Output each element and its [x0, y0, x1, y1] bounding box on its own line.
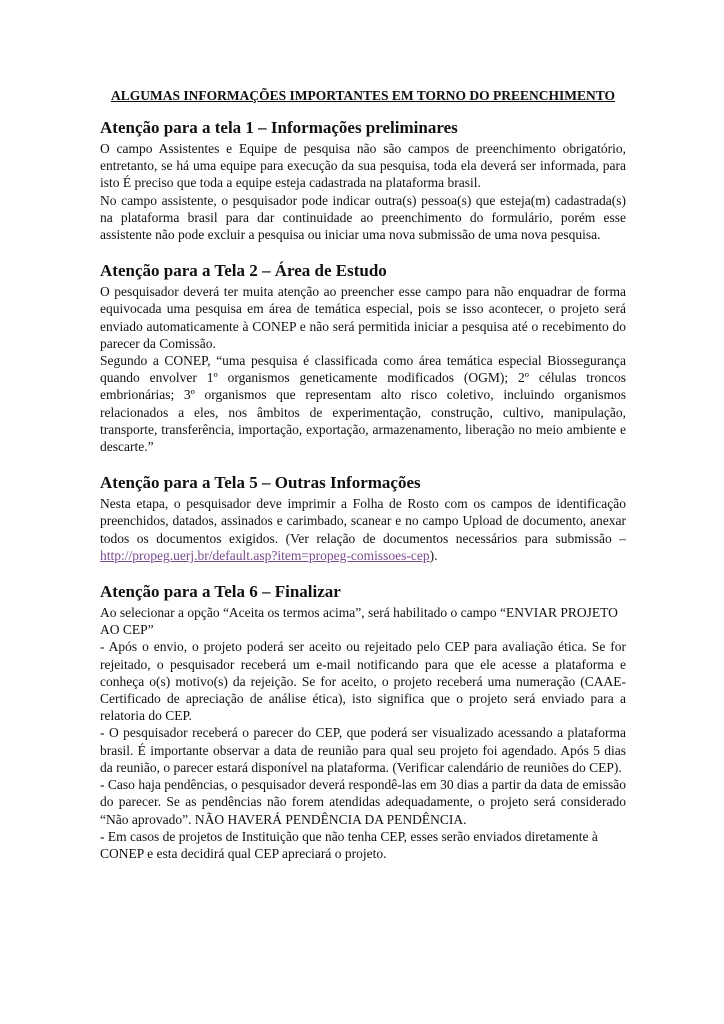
paragraph: - Caso haja pendências, o pesquisador deverá respondê-las em 30 dias a partir da data de emissão do parecer. Se as pendências não forem atendidas adequadamente, o projeto será considerado “Não aprovado”. NÃO HAVERÁ PENDÊNCIA DA PENDÊNCIA.: [100, 777, 626, 827]
paragraph: O pesquisador deverá ter muita atenção ao preencher esse campo para não enquadrar de forma equivocada uma pesquisa em área de temática especial, pois se isso acontecer, o projeto será enviado automaticamente à CONEP e não será permitida iniciar a pesquisa até o recebimento do parecer da Comissão.: [100, 284, 626, 351]
paragraph: Ao selecionar a opção “Aceita os termos acima”, será habilitado o campo “ENVIAR PROJETO AO CEP”: [100, 605, 618, 638]
section-heading: Atenção para a tela 1 – Informações preliminares: [100, 118, 458, 137]
section-tela-6: [100, 582, 626, 862]
paragraph: O campo Assistentes e Equipe de pesquisa não são campos de preenchimento obrigatório, entretanto, se há uma equipe para execução da sua pesquisa, toda ela deverá ser informada, para isto É preciso que toda a equipe esteja cadastrada na plataforma brasil.: [100, 141, 626, 191]
submission-docs-link[interactable]: http://propeg.uerj.br/default.asp?item=propeg-comissoes-cep: [100, 547, 430, 563]
paragraph-text: ).: [429, 547, 438, 563]
paragraph: No campo assistente, o pesquisador pode indicar outra(s) pessoa(s) que esteja(m) cadastrada(s) na plataforma brasil para dar continuidade ao preenchimento do formulário, porém esse assistente não pode excluir a pesquisa ou iniciar uma nova submissão de uma nova pesquisa.: [100, 192, 626, 243]
paragraph: - Após o envio, o projeto poderá ser aceito ou rejeitado pelo CEP para avaliação ética. Se for rejeitado, o pesquisador receberá um e-mail notificando para que ele acesse a plataforma e conheça o(s) motivo(s) da rejeição. Se for aceito, o projeto receberá uma numeração (CAAE-Certificado de apreciação de análise ética), isto significa que o projeto será enviado para a relatoria do CEP.: [100, 639, 626, 724]
paragraph: - Em casos de projetos de Instituição que não tenha CEP, esses serão enviados diretamente à CONEP e esta decidirá qual CEP apreciará o projeto.: [100, 828, 598, 861]
section-tela-2: [100, 261, 626, 455]
section-heading: Atenção para a Tela 5 – Outras Informações: [100, 473, 421, 493]
paragraph: Segundo a CONEP, “uma pesquisa é classificada como área temática especial Biossegurança quando envolver 1º organismos geneticamente modificados (OGM); 2º células troncos embrionárias; 3º organismos que representam alto risco coletivo, incluindo organismos relacionados a eles, nos âmbitos de experimentação, construção, cultivo, manipulação, transporte, transferência, importação, exportação, armazenamento, liberação no meio ambiente e descarte.”: [100, 353, 626, 455]
paragraph-text: Nesta etapa, o pesquisador deve imprimir a Folha de Rosto com os campos de identificação preenchidos, datados, assinados e carimbado, scanear e no campo Upload de documento, anexar todos os documentos exigidos. (Ver relação de documentos necessários para submissão –: [100, 496, 626, 546]
section-tela-1: [100, 118, 626, 243]
section-heading: Atenção para a Tela 6 – Finalizar: [100, 582, 341, 602]
document-title: ALGUMAS INFORMAÇÕES IMPORTANTES EM TORNO DO PREENCHIMENTO: [110, 88, 616, 103]
section-tela-5: [100, 473, 626, 564]
paragraph: - O pesquisador receberá o parecer do CEP, que poderá ser visualizado acessando a plataforma brasil. É importante observar a data de reunião para qual seu projeto foi agendado. Após 5 dias da reunião, o parecer estará disponível na plataforma. (Verificar calendário de reuniões do CEP).: [100, 725, 626, 775]
section-heading: Atenção para a Tela 2 – Área de Estudo: [100, 261, 387, 281]
paragraph: [100, 495, 626, 564]
